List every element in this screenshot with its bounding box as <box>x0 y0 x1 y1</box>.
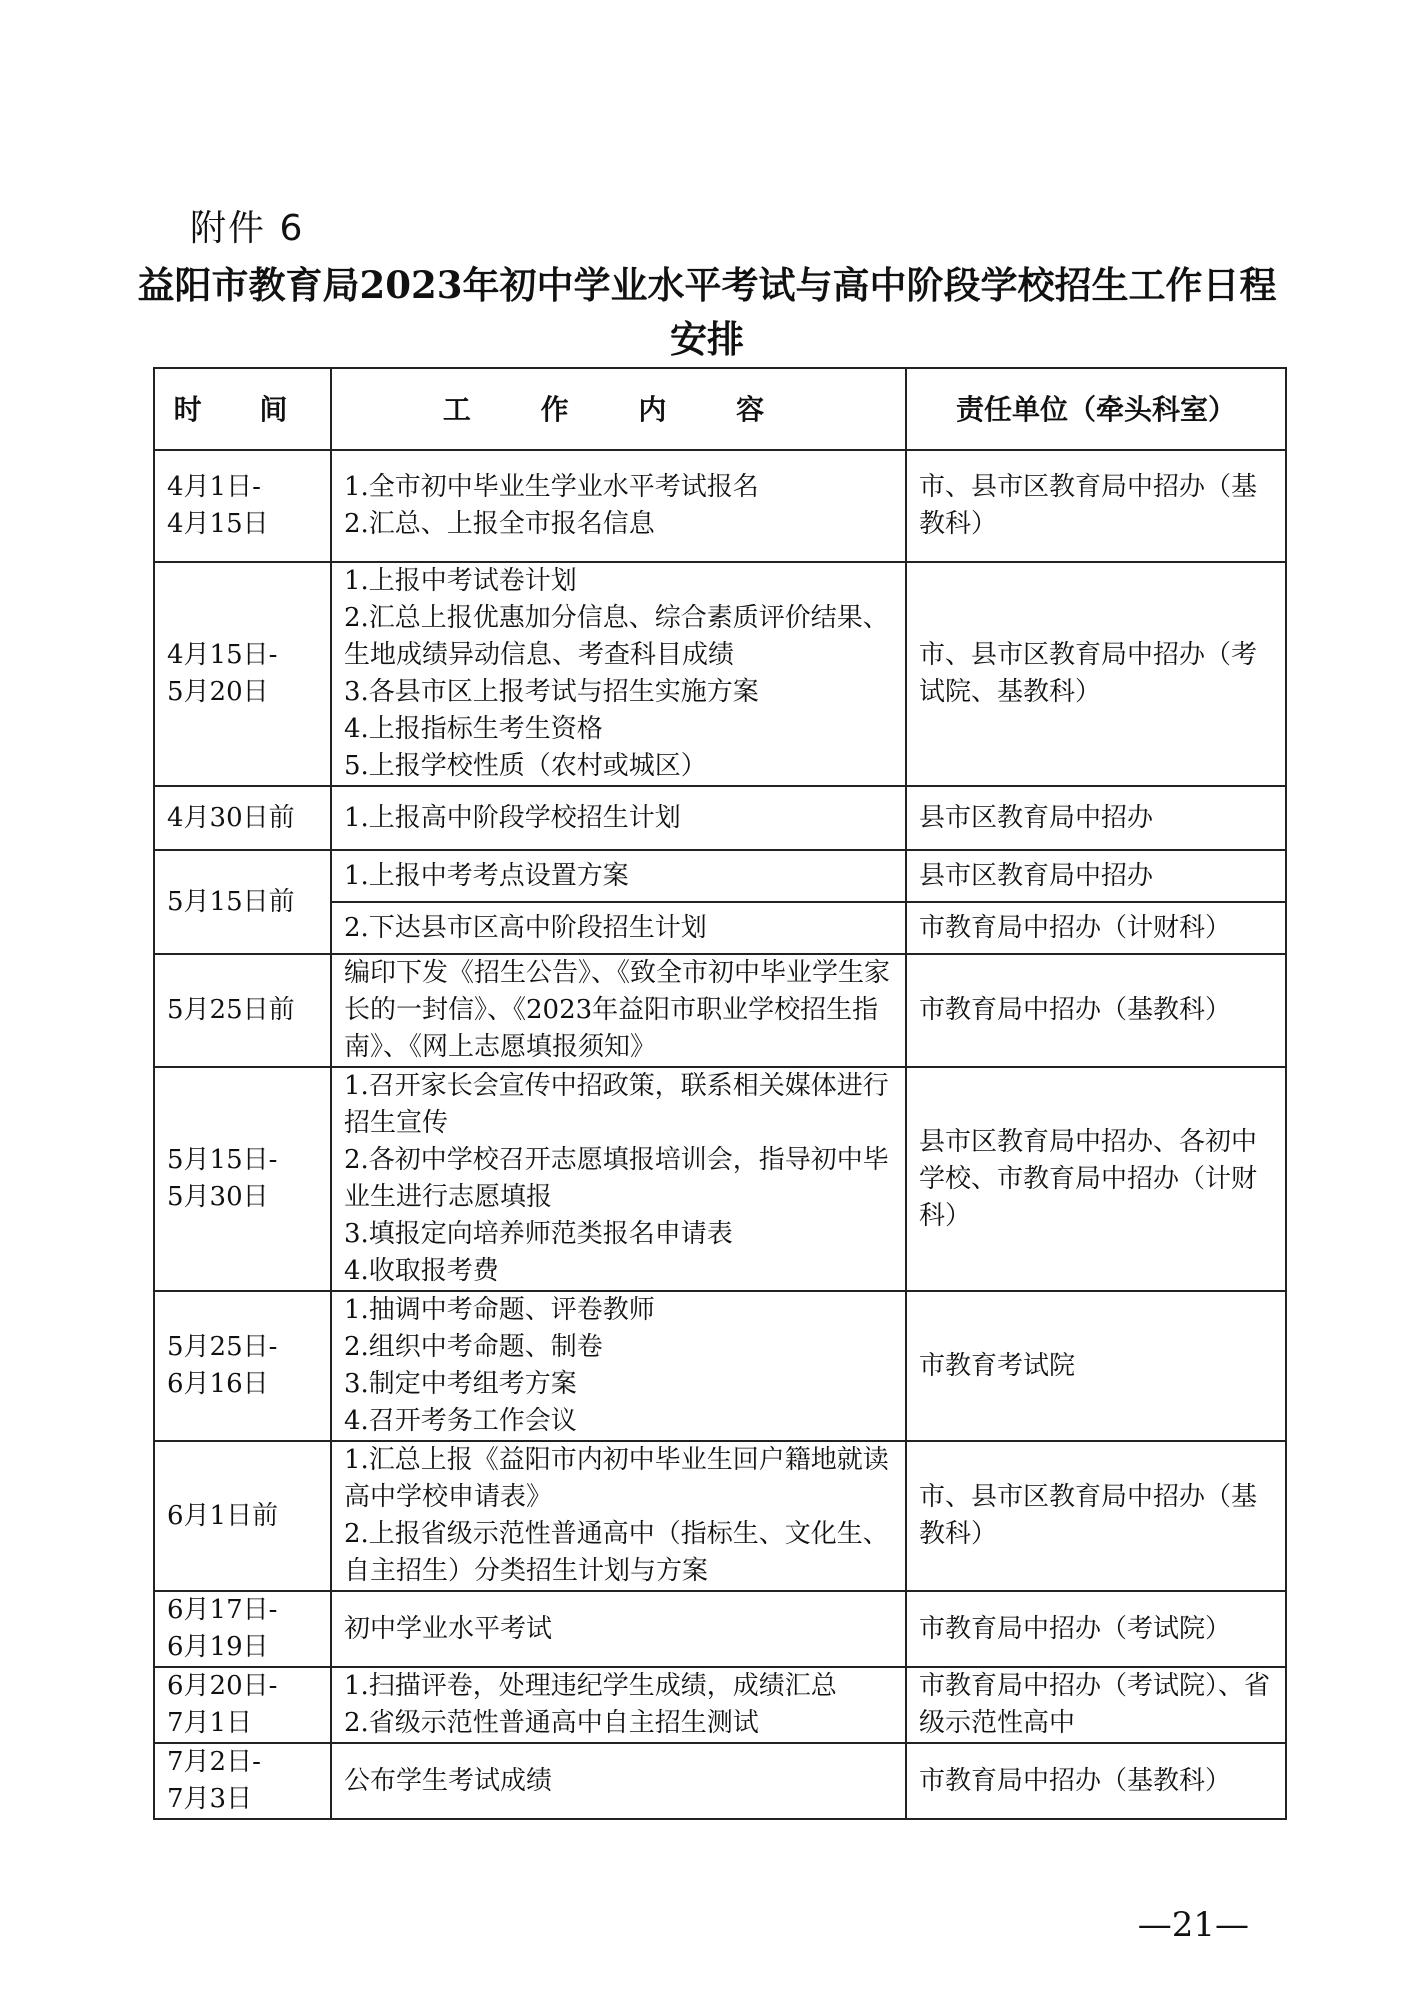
content-item: 1.上报高中阶段学校招生计划 <box>344 802 681 833</box>
content-item: 编印下发《招生公告》、《致全市初中毕业学生家长的一封信》、《2023年益阳市职业学校招生指南》、《网上志愿填报须知》 <box>344 958 891 1062</box>
content-item: 2.各初中学校召开志愿填报培训会，指导初中毕业生进行志愿填报 <box>344 1145 889 1212</box>
time-cell <box>154 1743 331 1819</box>
time-cell <box>154 850 331 954</box>
time-line: 6月17日- <box>167 1595 278 1625</box>
time-line: 4月15日 <box>167 509 269 539</box>
content-item: 2.汇总上报优惠加分信息、综合素质评价结果、生地成绩异动信息、考查科目成绩 <box>344 603 889 670</box>
unit-cell <box>906 1067 1286 1291</box>
document-title: 益阳市教育局2023年初中学业水平考试与高中阶段学校招生工作日程安排 <box>137 263 1277 361</box>
time-cell <box>154 1441 331 1591</box>
content-item: 5.上报学校性质（农村或城区） <box>344 751 707 781</box>
unit-cell <box>906 1743 1286 1819</box>
unit-text: 县市区教育局中招办、各初中学校、市教育局中招办（计财科） <box>919 1126 1258 1231</box>
content-cell <box>331 1291 906 1441</box>
unit-text: 市、县市区教育局中招办（考试院、基教科） <box>919 640 1258 707</box>
time-line: 7月1日 <box>167 1708 253 1738</box>
table-header-row <box>154 368 1286 450</box>
unit-cell <box>906 450 1286 562</box>
content-cell <box>331 1441 906 1591</box>
time-cell <box>154 1667 331 1743</box>
content-cell <box>331 786 906 850</box>
content-item: 2.上报省级示范性普通高中（指标生、文化生、自主招生）分类招生计划与方案 <box>344 1519 889 1586</box>
content-item: 4.收取报考费 <box>344 1256 499 1286</box>
time-line: 4月15日- <box>167 640 278 670</box>
content-cell <box>331 1743 906 1819</box>
content-cell <box>331 850 906 902</box>
time-line: 6月19日 <box>167 1632 269 1662</box>
table-row <box>154 954 1286 1067</box>
table-row <box>154 1743 1286 1819</box>
unit-text: 县市区教育局中招办 <box>919 860 1154 891</box>
unit-cell <box>906 786 1286 850</box>
time-cell <box>154 562 331 786</box>
time-line: 4月1日- <box>167 472 261 502</box>
unit-cell <box>906 1591 1286 1667</box>
table-row <box>154 1667 1286 1743</box>
table-row <box>154 1441 1286 1591</box>
content-item: 4.召开考务工作会议 <box>344 1406 577 1436</box>
time-line: 5月25日- <box>167 1332 278 1362</box>
time-line: 6月16日 <box>167 1369 269 1399</box>
table-row <box>154 1067 1286 1291</box>
column-header-time: 时 间 <box>154 368 331 450</box>
time-line: 5月15日前 <box>167 886 295 917</box>
table-row <box>154 850 1286 902</box>
table-row <box>154 450 1286 562</box>
unit-cell <box>906 954 1286 1067</box>
time-line: 7月3日 <box>167 1784 253 1814</box>
time-cell <box>154 954 331 1067</box>
time-line: 6月1日前 <box>167 1500 279 1531</box>
time-cell <box>154 450 331 562</box>
content-item: 2.汇总、上报全市报名信息 <box>344 509 655 539</box>
content-cell <box>331 1667 906 1743</box>
unit-text: 市、县市区教育局中招办（基教科） <box>919 1482 1258 1549</box>
time-line: 5月25日前 <box>167 995 295 1025</box>
unit-text: 市教育局中招办（计财科） <box>919 912 1232 943</box>
content-cell <box>331 1591 906 1667</box>
unit-text: 县市区教育局中招办 <box>919 802 1154 833</box>
attachment-label: 附件 6 <box>190 208 305 249</box>
content-item: 3.各县市区上报考试与招生实施方案 <box>344 677 759 707</box>
unit-cell <box>906 902 1286 954</box>
content-item: 1.上报中考考点设置方案 <box>344 860 629 891</box>
content-item: 初中学业水平考试 <box>344 1613 553 1644</box>
table-row <box>154 562 1286 786</box>
time-line: 5月20日 <box>167 677 269 707</box>
time-cell <box>154 786 331 850</box>
content-cell <box>331 902 906 954</box>
time-line: 7月2日- <box>167 1747 261 1777</box>
content-item: 1.上报中考试卷计划 <box>344 566 577 596</box>
content-item: 2.组织中考命题、制卷 <box>344 1332 603 1362</box>
unit-cell <box>906 562 1286 786</box>
page-number: —21— <box>1137 1905 1249 1945</box>
schedule-table <box>153 367 1287 1820</box>
time-cell <box>154 1067 331 1291</box>
content-item: 2.下达县市区高中阶段招生计划 <box>344 912 707 943</box>
content-item: 2.省级示范性普通高中自主招生测试 <box>344 1708 759 1738</box>
content-item: 4.上报指标生考生资格 <box>344 714 603 744</box>
content-item: 1.全市初中毕业生学业水平考试报名 <box>344 472 759 502</box>
content-cell <box>331 1067 906 1291</box>
table-row <box>154 1591 1286 1667</box>
unit-text: 市教育局中招办（考试院）、省级示范性高中 <box>919 1671 1271 1738</box>
unit-text: 市教育考试院 <box>919 1350 1076 1381</box>
content-item: 1.抽调中考命题、评卷教师 <box>344 1295 655 1325</box>
content-cell <box>331 562 906 786</box>
time-cell <box>154 1291 331 1441</box>
unit-cell <box>906 1441 1286 1591</box>
time-line: 5月30日 <box>167 1182 269 1212</box>
content-item: 1.扫描评卷，处理违纪学生成绩，成绩汇总 <box>344 1671 837 1701</box>
content-item: 3.填报定向培养师范类报名申请表 <box>344 1219 733 1249</box>
table-row <box>154 1291 1286 1441</box>
unit-text: 市教育局中招办（考试院） <box>919 1613 1232 1644</box>
time-cell <box>154 1591 331 1667</box>
table-row <box>154 786 1286 850</box>
time-line: 5月15日- <box>167 1145 278 1175</box>
column-header-unit: 责任单位（牵头科室） <box>906 368 1286 450</box>
content-item: 公布学生考试成绩 <box>344 1765 553 1796</box>
content-item: 1.召开家长会宣传中招政策，联系相关媒体进行招生宣传 <box>344 1071 889 1138</box>
unit-text: 市教育局中招办（基教科） <box>919 1765 1232 1796</box>
unit-cell <box>906 1291 1286 1441</box>
unit-cell <box>906 850 1286 902</box>
time-line: 4月30日前 <box>167 802 295 833</box>
unit-text: 市教育局中招办（基教科） <box>919 995 1232 1025</box>
content-item: 1.汇总上报《益阳市内初中毕业生回户籍地就读高中学校申请表》 <box>344 1445 889 1512</box>
column-header-content: 工 作 内 容 <box>331 368 906 450</box>
unit-cell <box>906 1667 1286 1743</box>
content-cell <box>331 450 906 562</box>
content-item: 3.制定中考组考方案 <box>344 1369 577 1399</box>
time-line: 6月20日- <box>167 1671 278 1701</box>
unit-text: 市、县市区教育局中招办（基教科） <box>919 472 1258 539</box>
content-cell <box>331 954 906 1067</box>
